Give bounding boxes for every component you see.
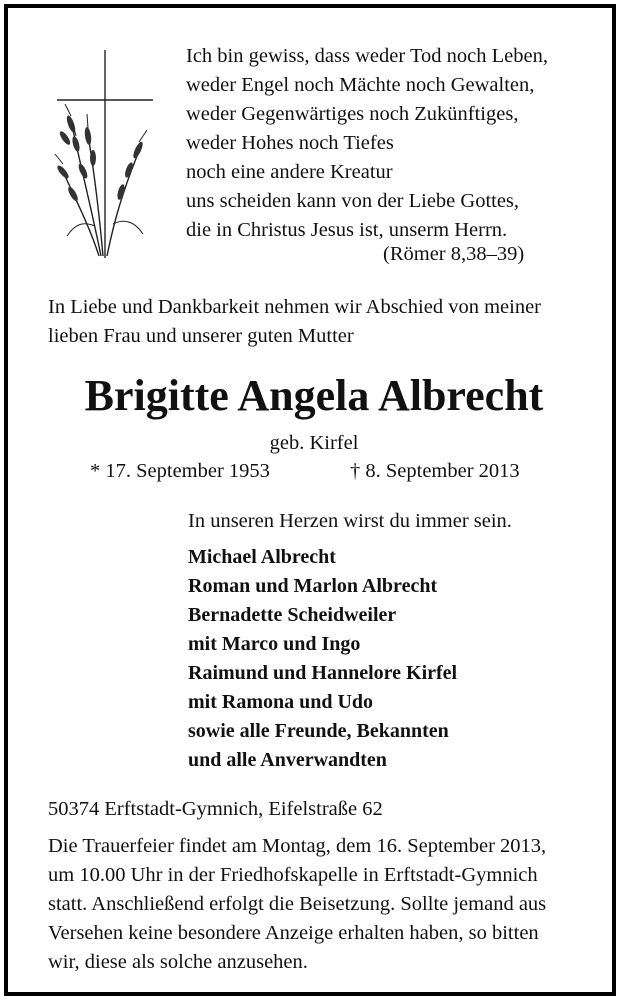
verse-line: weder Hohes noch Tiefes	[186, 132, 394, 154]
obituary-notice	[4, 4, 616, 996]
mourner-name: und alle Anverwandten	[188, 749, 387, 771]
verse-line: noch eine andere Kreatur	[186, 161, 393, 183]
mourners-list	[188, 543, 457, 775]
address: 50374 Erftstadt-Gymnich, Eifelstraße 62	[48, 798, 383, 820]
verse-line: uns scheiden kann von der Liebe Gottes,	[186, 190, 520, 212]
funeral-info	[48, 832, 608, 977]
verse-line: weder Gegenwärtiges noch Zukünftiges,	[186, 103, 519, 125]
mourner-name: Michael Albrecht	[188, 546, 336, 568]
funeral-line: wir, diese als solche anzusehen.	[48, 951, 308, 973]
mourner-name: mit Ramona und Udo	[188, 691, 374, 713]
intro-line: lieben Frau und unserer guten Mutter	[48, 325, 354, 347]
deceased-name: Brigitte Angela Albrecht	[84, 371, 544, 420]
verse-line: Ich bin gewiss, dass weder Tod noch Leben,	[186, 45, 548, 67]
verse-line: die in Christus Jesus ist, unserm Herrn.	[186, 219, 508, 241]
verse-line: weder Engel noch Mächte noch Gewalten,	[186, 74, 535, 96]
mourners-heading: In unseren Herzen wirst du immer sein.	[188, 510, 512, 532]
birth-date: * 17. September 1953	[90, 460, 270, 482]
maiden-name: geb. Kirfel	[269, 432, 359, 454]
cross-with-wheat-icon	[43, 46, 163, 266]
funeral-line: Versehen keine besondere Anzeige erhalten haben, so bitten	[48, 922, 539, 944]
mourner-name: sowie alle Freunde, Bekannten	[188, 720, 449, 742]
mourner-name: Bernadette Scheidweiler	[188, 604, 397, 626]
death-date: † 8. September 2013	[350, 460, 520, 482]
funeral-line: um 10.00 Uhr in der Friedhofskapelle in Erftstadt-Gymnich	[48, 864, 538, 886]
intro-text	[48, 293, 588, 351]
mourner-name: mit Marco und Ingo	[188, 633, 361, 655]
mourner-name: Roman und Marlon Albrecht	[188, 575, 438, 597]
intro-line: In Liebe und Dankbarkeit nehmen wir Abschied von meiner	[48, 296, 541, 318]
funeral-line: statt. Anschließend erfolgt die Beisetzung. Sollte jemand aus	[48, 893, 547, 915]
funeral-line: Die Trauerfeier findet am Montag, dem 16. September 2013,	[48, 835, 547, 857]
mourner-name: Raimund und Hannelore Kirfel	[188, 662, 458, 684]
verse-reference: (Römer 8,38–39)	[383, 243, 525, 265]
bible-verse	[186, 42, 566, 245]
